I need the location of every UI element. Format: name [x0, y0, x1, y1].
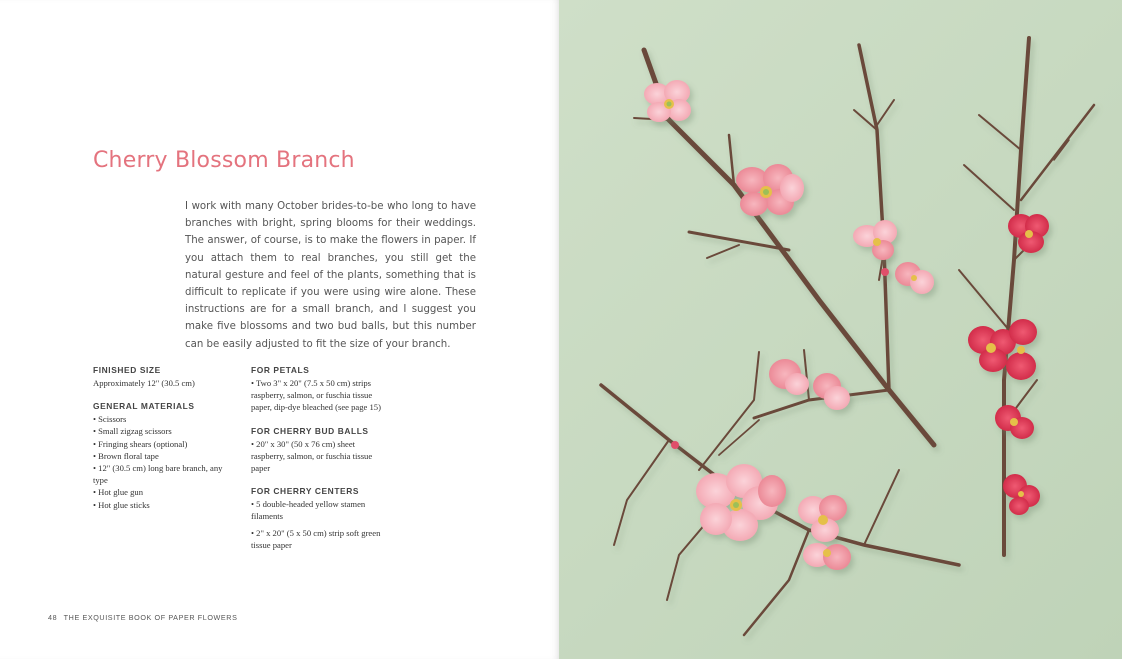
general-materials-section — [93, 401, 233, 511]
list-item: • Fringing shears (optional) — [93, 438, 188, 449]
finished-size-section — [93, 365, 233, 389]
blossom — [736, 164, 804, 216]
section-heading: FINISHED SIZE — [93, 365, 161, 375]
photo-page — [559, 0, 1122, 659]
blossom — [1003, 474, 1040, 515]
blossom — [895, 262, 934, 294]
cherry-blossom-photo — [559, 0, 1122, 659]
blossom — [644, 80, 691, 122]
bud-balls-section — [251, 426, 391, 475]
petals-section — [251, 365, 391, 414]
left-page — [0, 0, 559, 659]
page-number: 48 — [48, 613, 58, 622]
blossom — [769, 359, 809, 395]
cherry-centers-section — [251, 486, 391, 551]
materials-column-left — [93, 365, 233, 523]
list-item: • 20" x 30" (50 x 76 cm) sheet raspberry, salmon, or fuschia tissue paper — [251, 438, 373, 474]
list-item: • Hot glue gun — [93, 487, 144, 498]
list-item: • 12" (30.5 cm) long bare branch, any type — [93, 463, 223, 486]
materials-column-right — [251, 365, 391, 563]
blossom — [798, 495, 847, 542]
list-item: • Two 3" x 20" (7.5 x 50 cm) strips raspberry, salmon, or fuschia tissue paper, dip-dye bleached (see page 15) — [251, 378, 381, 413]
list-item: • Hot glue sticks — [93, 499, 150, 510]
list-item: • 2" x 20" (5 x 50 cm) strip soft green tissue paper — [251, 527, 381, 550]
section-heading: GENERAL MATERIALS — [93, 401, 195, 412]
blossom — [813, 373, 850, 410]
list-item: • Scissors — [93, 414, 127, 425]
blossom — [853, 220, 897, 260]
list-item: • 5 double-headed yellow stamen filaments — [251, 499, 366, 522]
section-heading: FOR CHERRY BUD BALLS — [251, 425, 369, 436]
list-item: • Brown floral tape — [93, 450, 159, 461]
running-head: THE EXQUISITE BOOK OF PAPER FLOWERS — [63, 613, 238, 622]
list-item: • Small zigzag scissors — [93, 426, 172, 437]
page-title: Cherry Blossom Branch — [93, 148, 355, 173]
page-folio — [48, 613, 238, 622]
blossom — [803, 543, 851, 570]
intro-paragraph: I work with many October brides-to-be who long to have branches with bright, spring blooms for their weddings. The answer, of course, is to make the flowers in paper. If you attach them to real branches, you still get the natural gesture and feel of the plants, something that is difficult to replicate if you were using wire alone. These instructions are for a small branch, and I suggest you make five blossoms and two bud balls, but this number can be easily adjusted to fit the size of your branch. — [185, 201, 476, 350]
blossom — [696, 464, 786, 541]
section-heading: FOR CHERRY CENTERS — [251, 486, 360, 497]
list-item: Approximately 12" (30.5 cm) — [93, 378, 195, 388]
blossom — [995, 405, 1034, 439]
section-heading: FOR PETALS — [251, 365, 310, 375]
